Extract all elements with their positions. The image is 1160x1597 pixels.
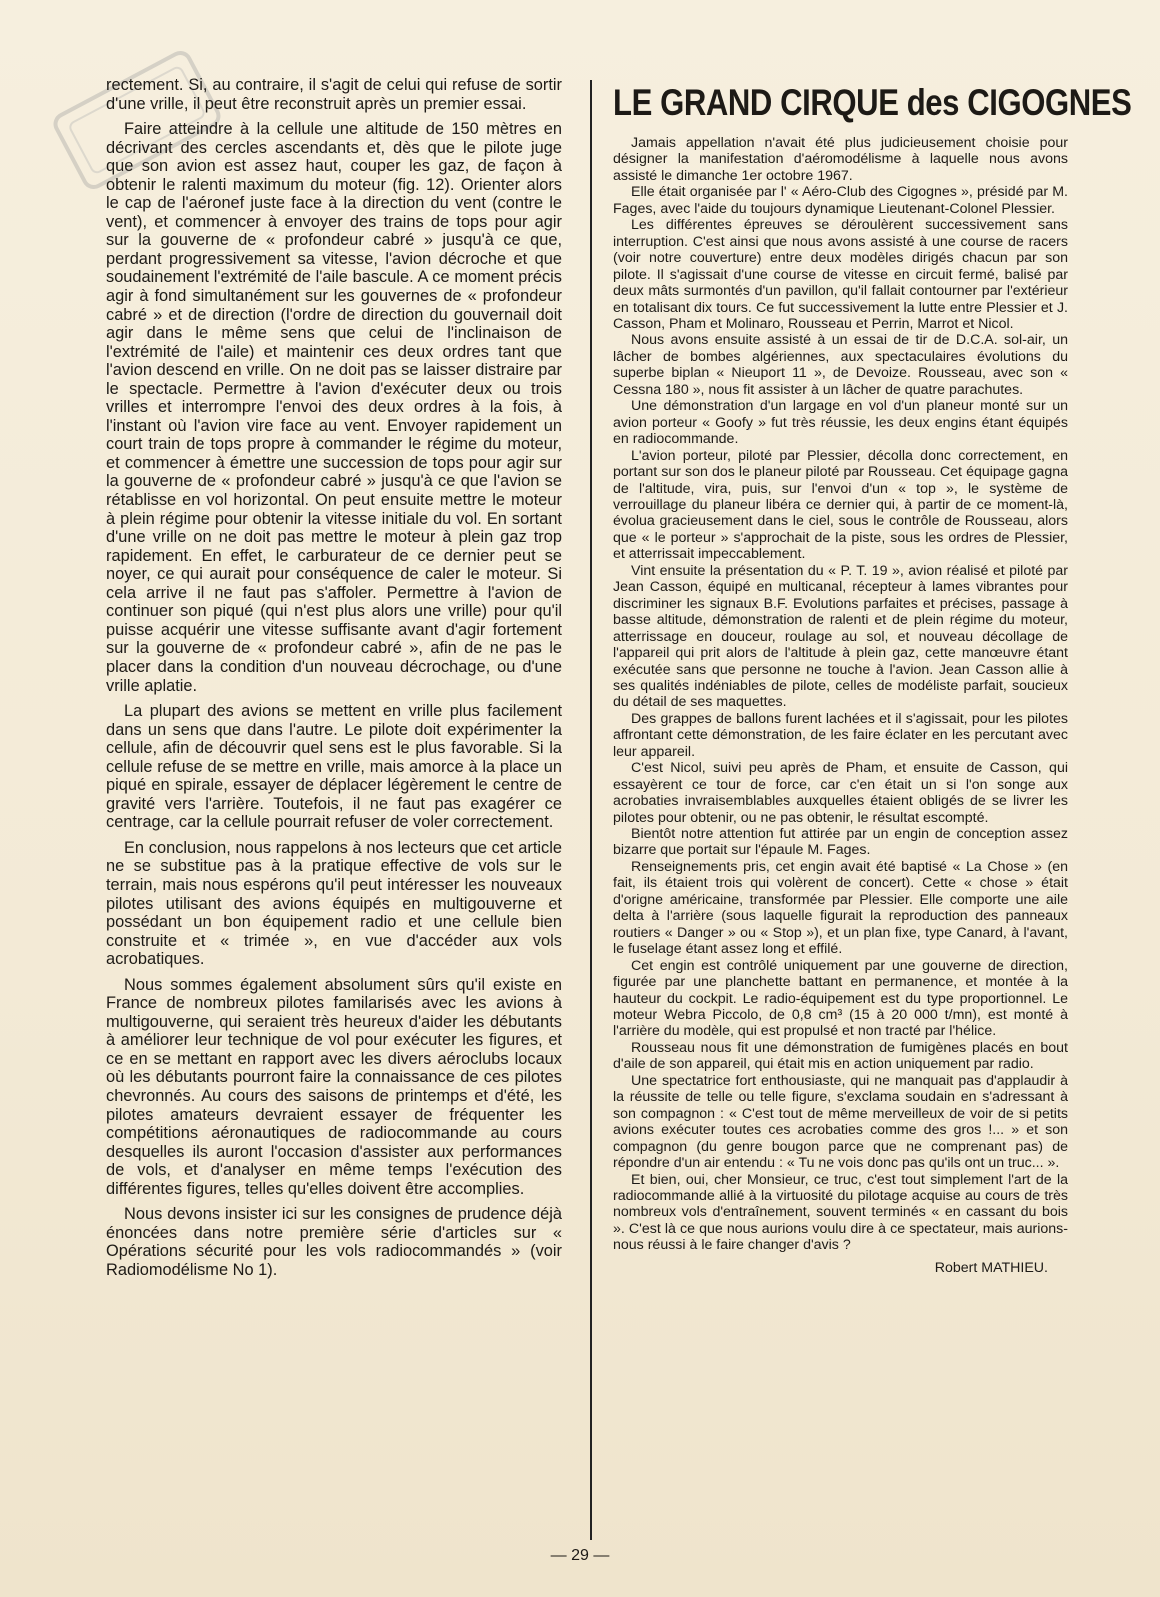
right-paragraph-9: C'est Nicol, suivi peu après de Pham, et ensuite de Casson, qui essayèrent ce tour de force, car c'en était un si l'on songe aux acrobaties invraisemblables auxquelles étaient obligés de se livrer les pilotes pour obtenir, ou ne pas obtenir, le résultat escompté.: [613, 760, 1068, 826]
right-paragraph-14: Une spectatrice fort enthousiaste, qui ne manquait pas d'applaudir à la réussite de telle ou telle figure, s'exclama soudain en s'adressant à son compagnon : « C'est tout de même merveilleux de voir de si petits avions exécuter toutes ces acrobaties comme des gros !... » et son compagnon (du genre bougon parce que ne comprenant pas) de répondre d'un air entendu : « Tu ne vois donc pas qu'ils ont un truc... ».: [613, 1072, 1068, 1172]
right-paragraph-12: Cet engin est contrôlé uniquement par une gouverne de direction, figurée par une planchette battant en permanence, et montée à la hauteur du cockpit. Le radio-équipement est du type proportionnel. Le moteur Webra Piccolo, de 0,8 cm³ (15 à 20 000 t/mn), est monté à l'arrière du modèle, qui est propulsé et non tracté par l'hélice.: [613, 957, 1068, 1040]
left-paragraph-3: La plupart des avions se mettent en vrille plus facilement dans un sens que dans l'autre. Le pilote doit expérimenter la cellule, afin de découvrir quel sens est le plus favorable. Si la cellule refuse de se mettre en vrille, mais amorce à la place un piqué en spirale, essayer de déplacer légèrement le centre de gravité vers l'arrière. Toutefois, il ne faut pas exagérer ce centrage, car la cellule pourrait refuser de voler correctement.: [106, 702, 562, 832]
right-paragraph-13: Rousseau nous fit une démonstration de fumigènes placés en bout d'aile de son appareil, qui était mis en action uniquement par radio.: [613, 1039, 1068, 1073]
right-paragraph-2: Elle était organisée par l' « Aéro-Club des Cigognes », présidé par M. Fages, avec l'aide du toujours dynamique Lieutenant-Colonel Plessier.: [613, 184, 1068, 217]
right-paragraph-5: Une démonstration d'un largage en vol d'un planeur monté sur un avion porteur « Goofy » fut très réussie, les deux engins étant équipés en radiocommande.: [613, 398, 1068, 448]
right-paragraph-1: Jamais appellation n'avait été plus judicieusement choisie pour désigner la manifestation d'aéromodélisme à laquelle nous avons assisté le dimanche 1er octobre 1967.: [613, 135, 1068, 184]
left-paragraph-5: Nous sommes également absolument sûrs qu'il existe en France de nombreux pilotes familarisés avec les avions à multigouverne, qui seraient très heureux d'aider les débutants à améliorer leur technique de vol pour exécuter les figures, et ce en se mettant en rapport avec les divers aéroclubs locaux où les débutants pourront faire la connaissance de ces pilotes chevronnés. Au cours des saisons de printemps et d'été, les pilotes amateurs devraient essayer de fréquenter les compétitions aéronautiques de radiocommande au cours desquelles ils auront l'occasion d'assister aux performances de vols, et d'analyser en même temps l'exécution des différentes figures, telles qu'elles doivent être accomplies.: [106, 975, 562, 1198]
right-paragraph-4: Nous avons ensuite assisté à un essai de tir de D.C.A. sol-air, un lâcher de bombes algériennes, aux spectaculaires évolutions du superbe biplan « Nieuport 11 », de Devoize. Rousseau, avec son « Cessna 180 », nous fit assister à un lâcher de quatre parachutes.: [613, 332, 1068, 398]
left-paragraph-6: Nous devons insister ici sur les consignes de prudence déjà énoncées dans notre première série d'articles sur « Opérations sécurité pour les vols radiocommandés » (voir Radiomodélisme No 1).: [106, 1205, 562, 1279]
left-paragraph-4: En conclusion, nous rappelons à nos lecteurs que cet article ne se substitue pas à la pratique effective de vols sur le terrain, mais nous espérons qu'il peut intéresser les nouveaux pilotes utilisant des avions équipés en multigouverne et possédant un bon équipement radio et une cellule bien construite et « trimée », en vue d'accéder aux vols acrobatiques.: [106, 838, 562, 969]
page-number: — 29 —: [550, 1547, 610, 1564]
left-paragraph-2: Faire atteindre à la cellule une altitude de 150 mètres en décrivant des cercles ascendants et, dès que le pilote juge que son avion est assez haut, couper les gaz, de façon à obtenir le ralenti maximum du moteur (fig. 12). Orienter alors le cap de l'aéronef juste face à la direction du vent (contre le vent), et commencer à envoyer des trains de tops pour agir sur la gouverne de « profondeur cabré » jusqu'à ce que, perdant progressivement sa vitesse, l'avion décroche et que soudainement l'extrémité de l'aile bascule. A ce moment précis agir à fond simultanément sur les gouvernes de « profondeur cabré » et de direction (l'ordre de direction du gouvernail doit agir dans le même sens que celui de l'inclinaison de l'extrémité de l'aile) et maintenir ces deux ordres tant que l'avion descend en vrille. On ne doit pas se laisser distraire par le spectacle. Permettre à l'avion d'exécuter deux ou trois vrilles et interrompre l'envoi des deux ordres à la fois, à l'instant où l'avion vire face au vent. Envoyer rapidement un court train de tops propre à commander le régime du moteur, et commencer à émettre une succession de tops pour agir sur la gouverne de « profondeur cabré » jusqu'à ce que l'avion se rétablisse en vol horizontal. On peut ensuite mettre le moteur à plein régime pour obtenir la vitesse initiale du vol. En sortant d'une vrille on ne doit pas mettre le moteur à plein gaz trop rapidement. En effet, le carburateur de ce dernier peut se noyer, ce qui aurait pour conséquence de caler le moteur. Si cela arrive il ne faut pas s'affoler. Permettre à l'avion de continuer son piqué (qui n'est plus alors une vrille) pour qu'il puisse acquérir une vitesse suffisante avant d'agir fortement sur la gouverne de « profondeur cabré », afin de ne pas le placer dans la condition d'un nouveau décrochage, ou d'une vrille aplatie.: [106, 120, 562, 695]
left-column-article: [106, 76, 562, 1286]
right-paragraph-3: Les différentes épreuves se déroulèrent successivement sans interruption. C'est ainsi que nous avons assisté à une course de racers (voir notre couverture) entre deux modèles dirigés chacun par son pilote. Il s'agissait d'une course de vitesse en circuit fermé, balisé par deux mâts surmontés d'un pavillon, qu'il fallait contourner par l'extérieur en totalisant dix tours. Ce fut successivement la lutte entre Plessier et J. Casson, Pham et Molinaro, Rousseau et Perrin, Marrot et Nicol.: [613, 217, 1068, 332]
author-signature: Robert MATHIEU.: [934, 1259, 1048, 1276]
column-divider: [590, 80, 592, 1540]
left-paragraph-1: rectement. Si, au contraire, il s'agit de celui qui refuse de sortir d'une vrille, il peut être reconstruit après un premier essai.: [106, 76, 562, 113]
article-title: LE GRAND CIRQUE des CIGOGNES: [613, 82, 1132, 123]
right-paragraph-8: Des grappes de ballons furent lachées et il s'agissait, pour les pilotes affrontant cette démonstration, de les faire éclater en les percutant avec leur appareil.: [613, 710, 1068, 760]
right-paragraph-10: Bientôt notre attention fut attirée par un engin de conception assez bizarre que portait sur l'épaule M. Fages.: [613, 826, 1068, 859]
right-paragraph-7: Vint ensuite la présentation du « P. T. 19 », avion réalisé et piloté par Jean Casson, équipé en multicanal, récepteur à lames vibrantes pour discriminer les signaux B.F. Evolutions parfaites et précises, passage à basse altitude, démonstration de ralenti et de plein régime du moteur, atterrissage en douceur, roulage au sol, et nouveau décollage de l'appareil qui prit alors de l'altitude à plein gaz, cette manœuvre étant exécutée sans que personne ne touche à l'avion. Jean Casson allie à ses qualités indéniables de pilote, celles de modéliste parfait, soucieux du détail de ses maquettes.: [613, 562, 1068, 711]
right-paragraph-15: Et bien, oui, cher Monsieur, ce truc, c'est tout simplement l'art de la radiocommande allié à la virtuosité du pilotage acquise au cours de très nombreux vols d'entraînement, souvent terminés « en cassant du bois ». C'est là ce que nous aurions voulu dire à ce spectateur, mais aurions-nous réussi à le faire changer d'avis ?: [613, 1171, 1068, 1254]
right-paragraph-6: L'avion porteur, piloté par Plessier, décolla donc correctement, en portant sur son dos le planeur piloté par Rousseau. Cet équipage gagna de l'altitude, vira, puis, sur l'envoi d'un « top », le système de verrouillage du planeur libéra ce dernier qui, à partir de ce moment-là, évolua gracieusement dans le ciel, sous le contrôle de Rousseau, alors que « le porteur » s'approchait de la piste, sous les ordres de Plessier, et atterrissait impeccablement.: [613, 447, 1068, 563]
right-paragraph-11: Renseignements pris, cet engin avait été baptisé « La Chose » (en fait, ils étaient trois qui volèrent de concert). Cette « chose » était d'origne américaine, transformée par Plessier. Elle comporte une aile delta à l'arrière (sous laquelle figurait la reproduction des panneaux routiers « Danger » ou « Stop »), et un plan fixe, type Canard, à l'avant, le fuselage étant assez long et effilé.: [613, 858, 1068, 958]
right-column-article: [613, 82, 1132, 1276]
